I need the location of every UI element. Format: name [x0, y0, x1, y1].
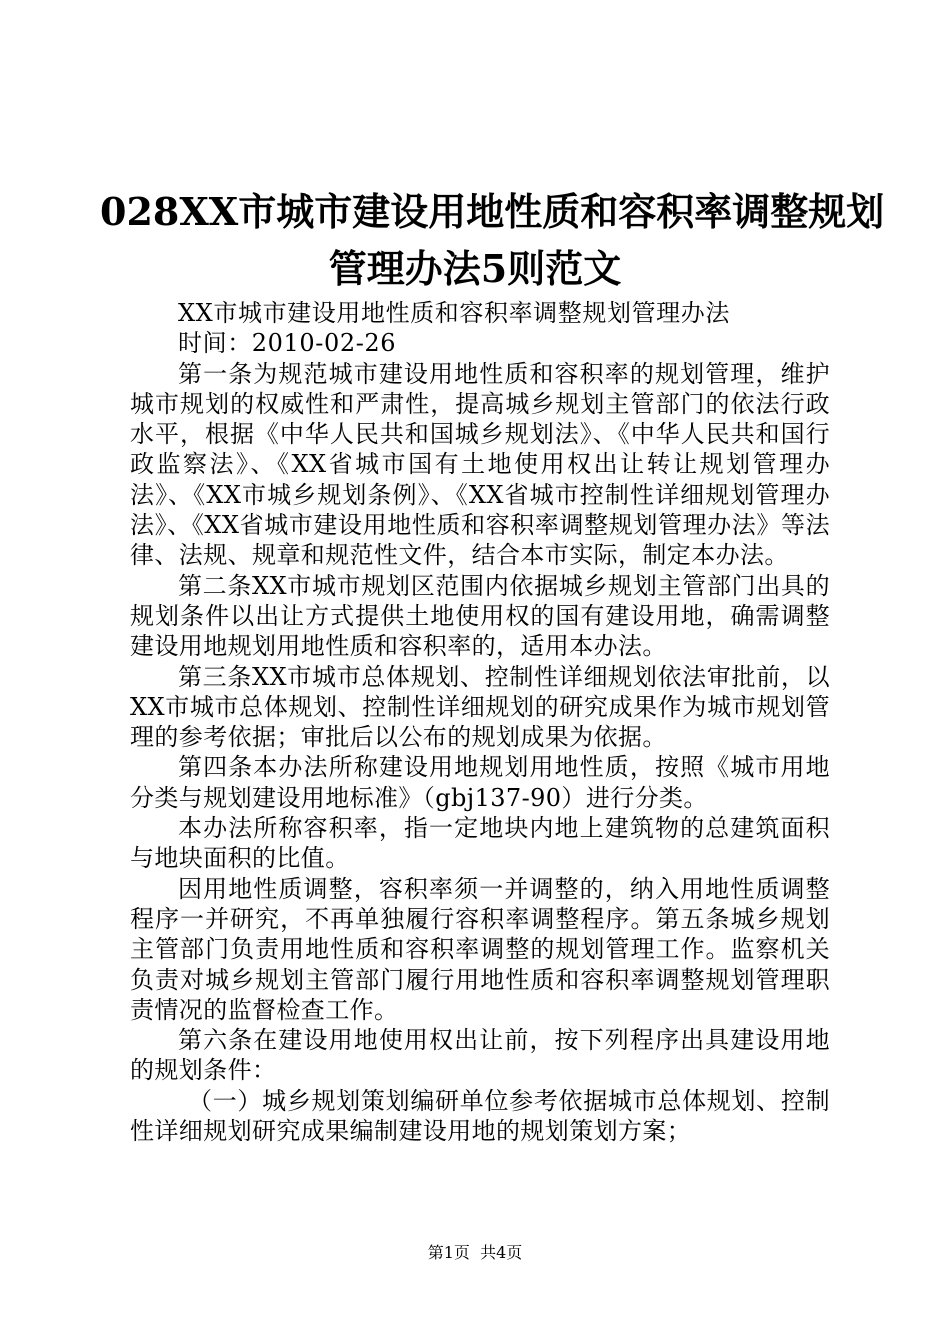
paragraph-floor-area-ratio: 本办法所称容积率，指一定地块内地上建筑物的总建筑面积与地块面积的比值。	[130, 814, 830, 873]
paragraph-item-1: （一）城乡规划策划编研单位参考依据城市总体规划、控制性详细规划研究成果编制建设用地的规划策划方案；	[130, 1086, 830, 1146]
paragraph-article-2: 第二条XX市城市规划区范围内依据城乡规划主管部门出具的规划条件以出让方式提供土地使用权的国有建设用地，确需调整建设用地规划用地性质和容积率的，适用本办法。	[130, 571, 830, 661]
document-body	[130, 298, 830, 1146]
document-title-line-1: 028XX市城市建设用地性质和容积率调整规划	[100, 189, 885, 234]
paragraph-article-5: 因用地性质调整，容积率须一并调整的，纳入用地性质调整程序一并研究，不再单独履行容积率调整程序。第五条城乡规划主管部门负责用地性质和容积率调整的规划管理工作。监察机关负责对城乡规划主管部门履行用地性质和容积率调整规划管理职责情况的监督检查工作。	[130, 874, 830, 1024]
paragraph-article-3: 第三条XX市城市总体规划、控制性详细规划依法审批前，以XX市城市总体规划、控制性详细规划的研究成果作为城市规划管理的参考依据；审批后以公布的规划成果为依据。	[130, 662, 830, 752]
document-title-line-2: 管理办法5则范文	[328, 246, 622, 291]
document-subtitle: XX市城市建设用地性质和容积率调整规划管理办法	[178, 299, 730, 327]
page-footer: 第1页 共4页	[427, 1243, 523, 1262]
paragraph-article-4: 第四条本办法所称建设用地规划用地性质，按照《城市用地分类与规划建设用地标准》（gbj137-90）进行分类。	[130, 753, 830, 812]
paragraph-article-1: 第一条为规范城市建设用地性质和容积率的规划管理，维护城市规划的权威性和严肃性，提高城乡规划主管部门的依法行政水平，根据《中华人民共和国城乡规划法》、《中华人民共和国行政监察法》、《XX省城市国有土地使用权出让转让规划管理办法》、《XX市城乡规划条例》、《XX省城市控制性详细规划管理办法》、《XX省城市建设用地性质和容积率调整规划管理办法》等法律、法规、规章和规范性文件，结合本市实际，制定本办法。	[130, 359, 830, 570]
document-date: 时间：2010-02-26	[178, 329, 397, 358]
paragraph-article-6: 第六条在建设用地使用权出让前，按下列程序出具建设用地的规划条件：	[130, 1026, 830, 1085]
